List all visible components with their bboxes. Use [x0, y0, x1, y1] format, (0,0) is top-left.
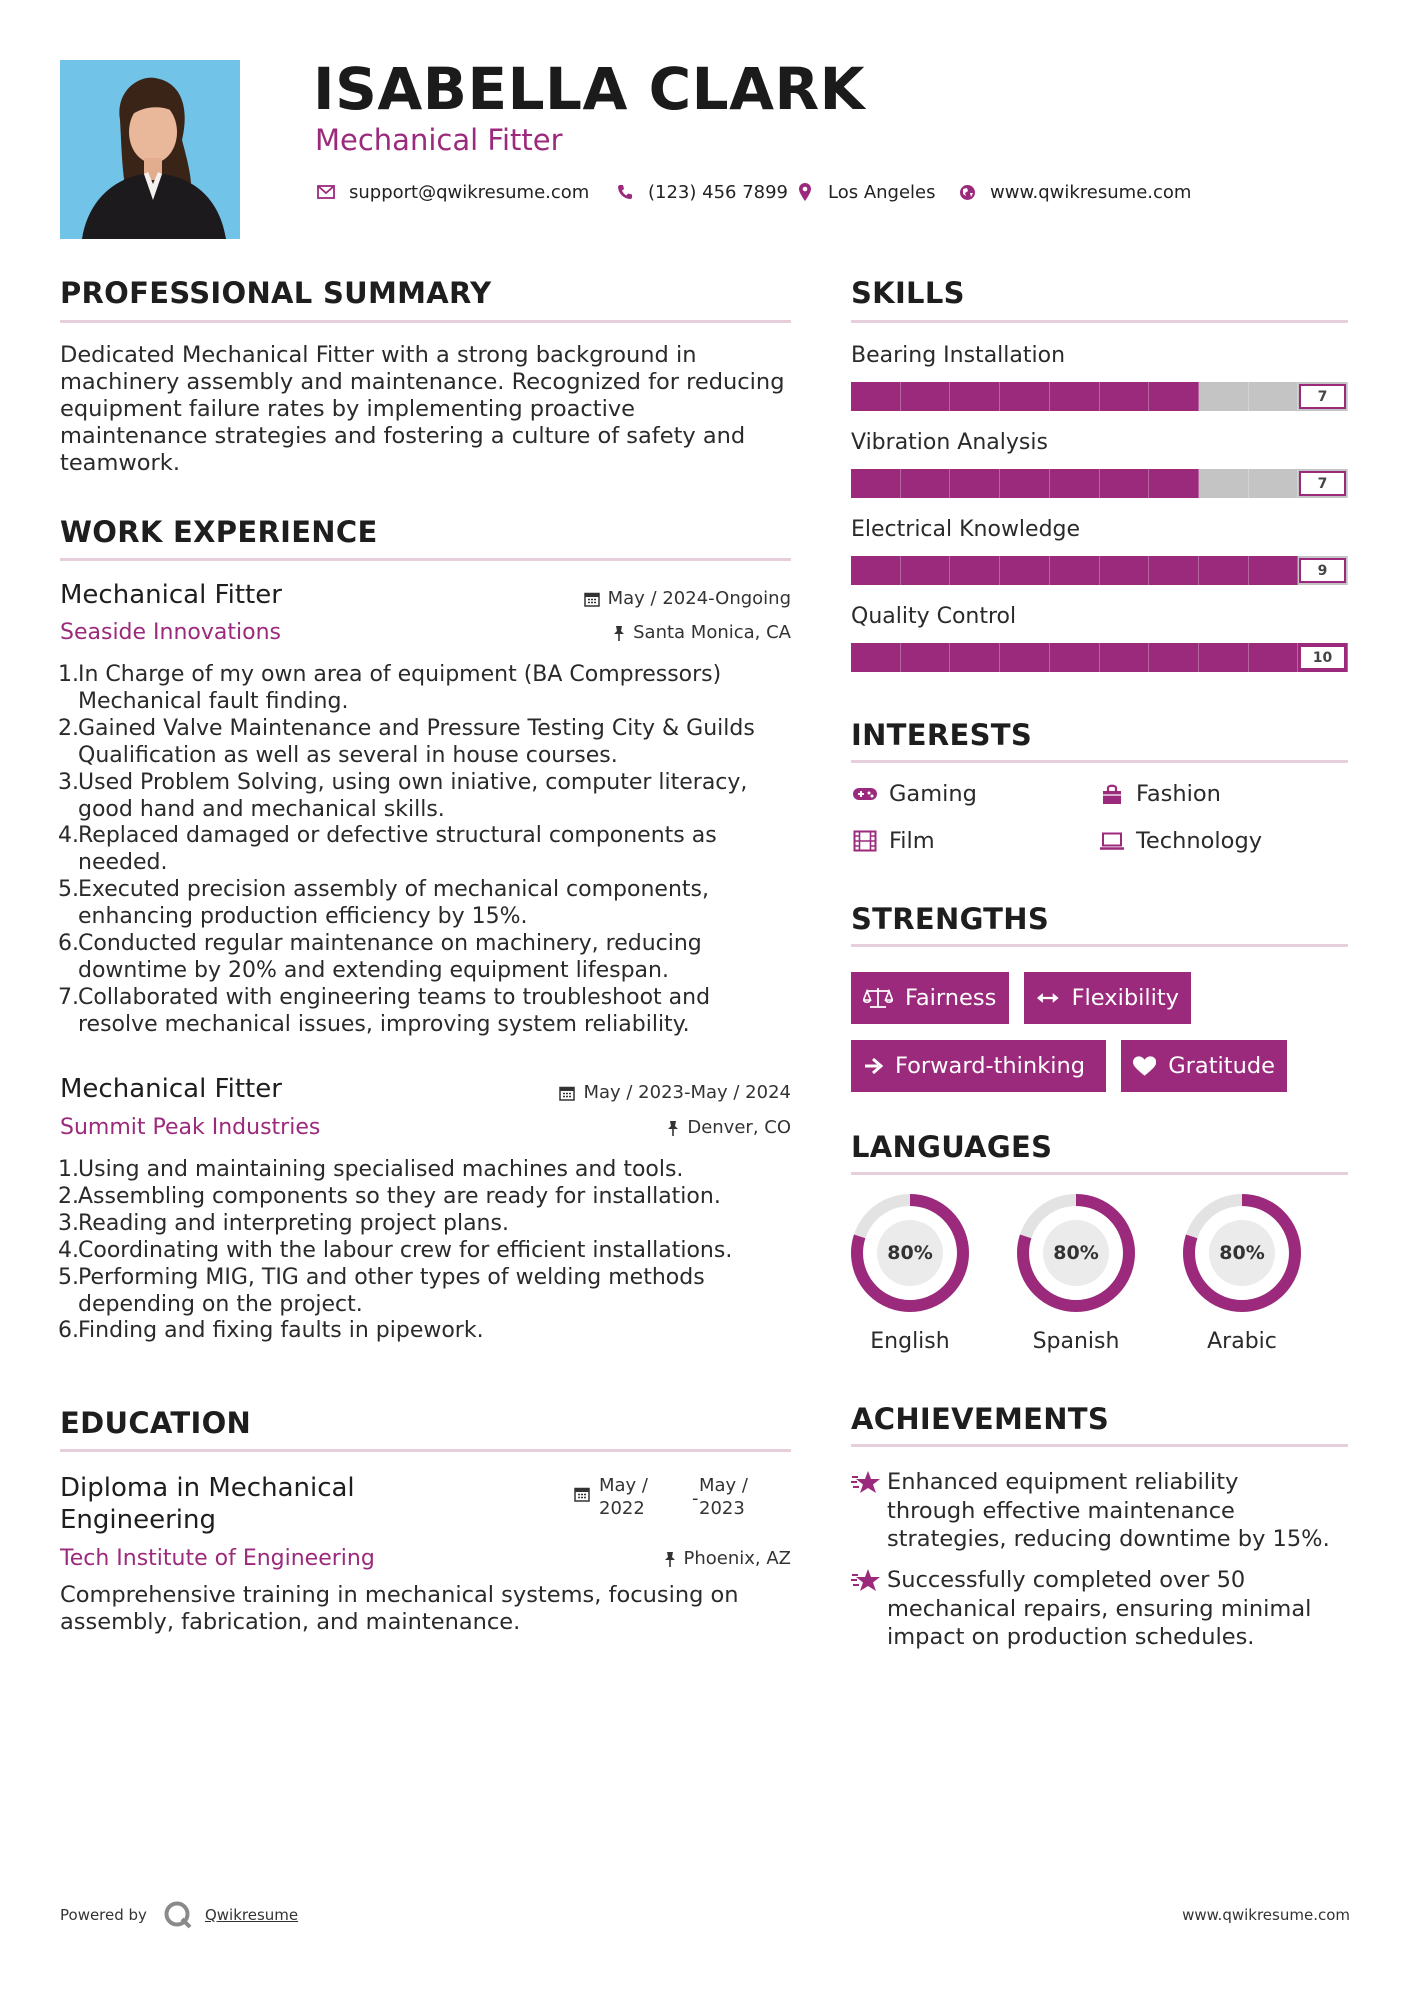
skill-name: Electrical Knowledge	[851, 517, 1081, 542]
candidate-name: ISABELLA CLARK	[313, 55, 866, 123]
calendar-icon	[584, 591, 600, 607]
skill-level-badge: 10	[1299, 645, 1346, 670]
list-item: 3. Reading and interpreting project plans.	[58, 1210, 509, 1236]
globe-icon	[956, 181, 978, 203]
skill-level-badge: 7	[1299, 471, 1346, 496]
job-location: Santa Monica, CA	[613, 622, 791, 643]
laptop-icon	[1098, 829, 1126, 853]
skill-segment-filled	[1050, 643, 1100, 672]
skill-name: Quality Control	[851, 604, 1017, 629]
interest-item: Gaming	[851, 781, 977, 807]
phone-text: (123) 456 7899	[648, 181, 789, 203]
skill-segment-filled	[1149, 469, 1199, 498]
skill-segment-filled	[950, 382, 1000, 411]
language-name: Spanish	[1032, 1329, 1120, 1354]
list-item: 2. Gained Valve Maintenance and Pressure Testing City & Guilds Qualification as well as several in house courses.	[58, 715, 755, 768]
skill-segment-filled	[901, 382, 951, 411]
education-description: Comprehensive training in mechanical systems, focusing on assembly, fabrication, and maintenance.	[60, 1582, 739, 1635]
film-icon	[851, 829, 879, 853]
section-divider	[60, 558, 791, 561]
contact-phone[interactable]	[614, 178, 788, 206]
list-item: 6. Conducted regular maintenance on machinery, reducing downtime by 20% and extending equipment lifespan.	[58, 931, 702, 983]
language-ring	[849, 1192, 971, 1314]
skill-segment-filled	[1100, 643, 1150, 672]
skills-heading: SKILLS	[851, 276, 965, 310]
experience-heading: WORK EXPERIENCE	[60, 515, 378, 549]
skill-segment-filled	[901, 469, 951, 498]
brand-link[interactable]: Qwikresume	[204, 1906, 299, 1924]
job-dates: May / 2024-Ongoing	[584, 588, 791, 609]
star-icon	[851, 1566, 887, 1652]
job-dates: May / 2023-May / 2024	[559, 1082, 791, 1103]
pushpin-icon	[664, 1551, 676, 1567]
footer-website[interactable]: www.qwikresume.com	[1182, 1906, 1350, 1924]
language-name: English	[870, 1329, 950, 1354]
list-item: 2. Assembling components so they are ready for installation.	[58, 1183, 721, 1209]
company-name: Summit Peak Industries	[60, 1115, 321, 1140]
gamepad-icon	[851, 782, 879, 806]
education-heading: EDUCATION	[60, 1406, 252, 1440]
summary-heading: PROFESSIONAL SUMMARY	[60, 276, 492, 310]
job-responsibilities	[60, 1157, 805, 1345]
skill-segment-filled	[901, 556, 951, 585]
website-text: www.qwikresume.com	[990, 181, 1192, 203]
list-item: 3. Used Problem Solving, using own iniative, computer literacy, good hand and mechanical skills.	[58, 769, 748, 822]
job-title: Mechanical Fitter	[60, 580, 282, 610]
footer-branding	[60, 1900, 298, 1930]
skill-name: Vibration Analysis	[851, 430, 1048, 455]
skill-bar	[851, 469, 1348, 498]
envelope-icon	[315, 181, 337, 203]
profile-photo	[60, 60, 240, 239]
education-dates: May / 2022 - May / 2023	[574, 1474, 794, 1524]
strengths-heading: STRENGTHS	[851, 902, 1050, 936]
list-item: 1. In Charge of my own area of equipment (BA Compressors) Mechanical fault finding.	[58, 662, 722, 714]
section-divider	[851, 944, 1348, 947]
contact-location	[794, 178, 936, 206]
interest-item: Film	[851, 828, 935, 854]
achievement-item: Enhanced equipment reliability through effective maintenance strategies, reducing downtime by 15%.	[851, 1468, 1330, 1554]
skill-segment-empty	[1249, 469, 1299, 498]
shopping-bag-icon	[1098, 782, 1126, 806]
achievement-item: Successfully completed over 50 mechanical repairs, ensuring minimal impact on production schedules.	[851, 1566, 1311, 1652]
skill-segment-filled	[1149, 556, 1199, 585]
language-percent: 80%	[1043, 1220, 1109, 1286]
list-item: 1. Using and maintaining specialised machines and tools.	[58, 1157, 684, 1182]
section-divider	[851, 1444, 1348, 1447]
arrows-horizontal-icon	[1036, 991, 1060, 1005]
section-divider	[60, 320, 791, 323]
pushpin-icon	[613, 625, 625, 641]
school-name: Tech Institute of Engineering	[60, 1546, 375, 1571]
section-divider	[60, 1449, 791, 1452]
skill-segment-filled	[950, 556, 1000, 585]
summary-text: Dedicated Mechanical Fitter with a strong background in machinery assembly and maintenance. Recognized for reducing equipment failure rates by implementing proactive maintenance strategies and fostering a culture of safety and teamwork.	[60, 342, 785, 476]
calendar-icon	[559, 1085, 575, 1101]
skill-segment-filled	[1050, 382, 1100, 411]
location-text: Los Angeles	[828, 181, 936, 203]
skill-segment-filled	[901, 643, 951, 672]
interest-item: Technology	[1098, 828, 1262, 854]
skill-segment-filled	[1000, 382, 1050, 411]
pushpin-icon	[667, 1120, 679, 1136]
calendar-icon	[574, 1486, 590, 1502]
skill-segment-filled	[851, 643, 901, 672]
skill-segment-filled	[1100, 382, 1150, 411]
strength-chip: Flexibility	[1024, 972, 1191, 1024]
section-divider	[851, 320, 1348, 323]
languages-heading: LANGUAGES	[851, 1130, 1053, 1164]
skill-segment-filled	[950, 469, 1000, 498]
star-icon	[851, 1468, 887, 1554]
strength-chip: Gratitude	[1121, 1040, 1287, 1092]
language-percent: 80%	[1209, 1220, 1275, 1286]
skill-segment-filled	[1000, 469, 1050, 498]
section-divider	[851, 1172, 1348, 1175]
arrow-right-icon	[863, 1056, 883, 1076]
skill-segment-filled	[1100, 469, 1150, 498]
list-item: 4. Replaced damaged or defective structural components as needed.	[58, 823, 717, 876]
map-pin-icon	[794, 181, 816, 203]
skill-segment-filled	[1100, 556, 1150, 585]
language-ring	[1015, 1192, 1137, 1314]
candidate-role: Mechanical Fitter	[315, 123, 563, 157]
language-percent: 80%	[877, 1220, 943, 1286]
skill-bar	[851, 643, 1348, 672]
job-title: Mechanical Fitter	[60, 1074, 282, 1104]
degree-title: Diploma in Mechanical Engineering	[60, 1473, 355, 1535]
list-item: 6. Finding and fixing faults in pipework.	[58, 1318, 484, 1344]
skill-segment-filled	[851, 382, 901, 411]
balance-scale-icon	[863, 986, 893, 1010]
contact-email[interactable]	[315, 178, 589, 206]
skill-segment-filled	[1149, 382, 1199, 411]
skill-segment-filled	[1050, 556, 1100, 585]
heart-icon	[1133, 1056, 1156, 1077]
skill-level-badge: 7	[1299, 384, 1346, 409]
achievements-heading: ACHIEVEMENTS	[851, 1402, 1110, 1436]
company-name: Seaside Innovations	[60, 620, 281, 645]
skill-segment-filled	[1000, 556, 1050, 585]
powered-by-text: Powered by	[60, 1906, 147, 1924]
interest-item: Fashion	[1098, 781, 1221, 807]
school-location: Phoenix, AZ	[664, 1548, 792, 1569]
email-text: support@qwikresume.com	[349, 181, 590, 203]
list-item: 7. Collaborated with engineering teams to troubleshoot and resolve mechanical issues, improving system reliability.	[58, 984, 711, 1037]
strength-chip: Forward-thinking	[851, 1040, 1106, 1092]
skill-segment-filled	[851, 469, 901, 498]
skill-segment-filled	[1050, 469, 1100, 498]
language-name: Arabic	[1207, 1329, 1277, 1354]
skill-bar	[851, 382, 1348, 411]
list-item: 4. Coordinating with the labour crew for efficient installations.	[58, 1237, 733, 1263]
skill-segment-filled	[1149, 643, 1199, 672]
skill-segment-filled	[1249, 556, 1299, 585]
list-item: 5. Performing MIG, TIG and other types of welding methods depending on the project.	[58, 1264, 705, 1317]
contact-website[interactable]	[956, 178, 1191, 206]
skill-segment-filled	[1000, 643, 1050, 672]
section-divider	[851, 760, 1348, 763]
skill-segment-filled	[950, 643, 1000, 672]
job-location: Denver, CO	[667, 1117, 791, 1138]
interests-heading: INTERESTS	[851, 718, 1033, 752]
skill-name: Bearing Installation	[851, 343, 1066, 368]
skill-segment-filled	[1199, 556, 1249, 585]
skill-bar	[851, 556, 1348, 585]
skill-segment-empty	[1199, 382, 1249, 411]
job-responsibilities	[60, 662, 805, 1039]
skill-segment-empty	[1249, 382, 1299, 411]
list-item: 5. Executed precision assembly of mechanical components, enhancing production efficiency by 15%.	[58, 877, 709, 930]
qwikresume-logo-icon	[163, 1900, 193, 1930]
skill-segment-filled	[1199, 643, 1249, 672]
language-ring	[1181, 1192, 1303, 1314]
skill-segment-filled	[851, 556, 901, 585]
skill-segment-filled	[1249, 643, 1299, 672]
strength-chip: Fairness	[851, 972, 1009, 1024]
phone-icon	[614, 181, 636, 203]
skill-segment-empty	[1199, 469, 1249, 498]
skill-level-badge: 9	[1299, 558, 1346, 583]
